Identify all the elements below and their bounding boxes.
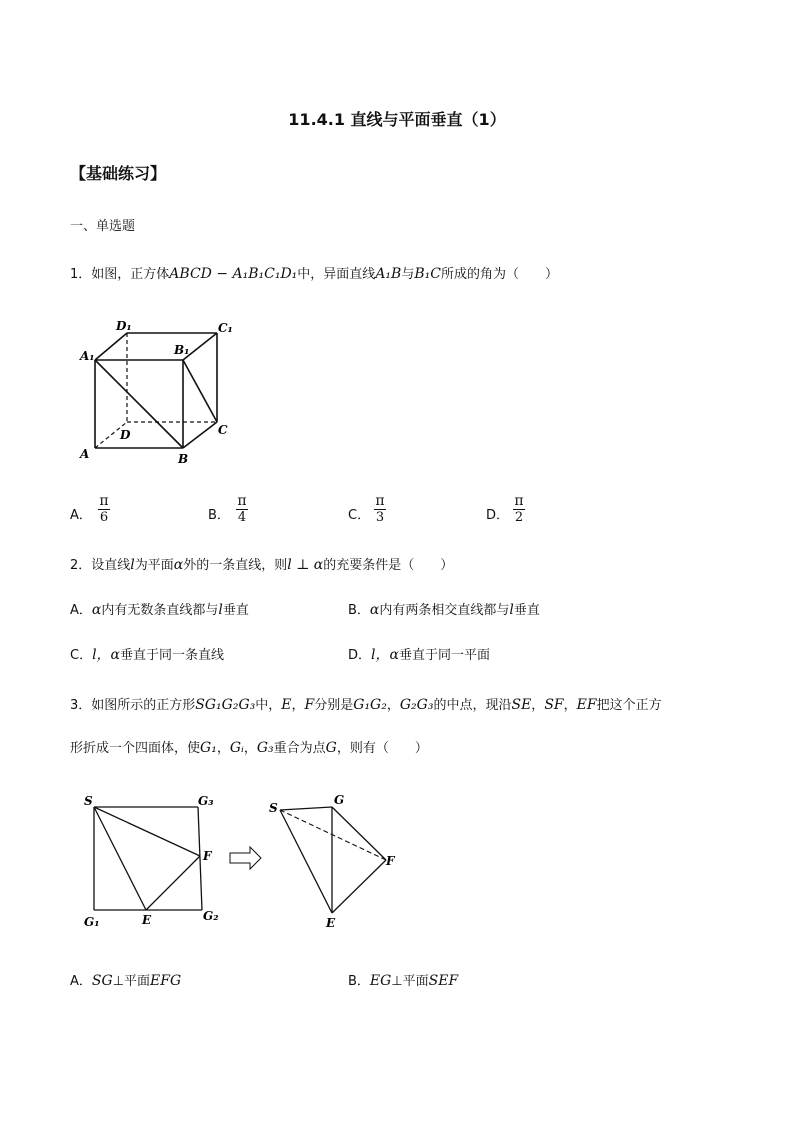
- q1-option-b-fraction: [236, 494, 248, 525]
- label-d: D: [120, 428, 131, 442]
- q1-line-a1b: A₁B: [375, 266, 402, 282]
- q1-option-a-fraction: [98, 494, 110, 525]
- q2-text-d: 的充要条件是（ ）: [323, 558, 454, 573]
- part-heading: 一、单选题: [70, 219, 136, 234]
- label-f-tetra: F: [386, 854, 395, 868]
- q1-b-num: π: [237, 493, 247, 509]
- q2-option-d: D．l，α垂直于同一平面: [348, 647, 490, 663]
- question-2-stem: [70, 554, 453, 573]
- label-s: S: [84, 794, 93, 808]
- q1-cube-name: ABCD − A₁B₁C₁D₁: [169, 266, 298, 282]
- label-a: A: [80, 447, 90, 461]
- question-3-line-2: 形折成一个四面体，使G₁，Gᵢ，G₃重合为点G，则有（ ）: [70, 740, 428, 756]
- label-g3: G₃: [198, 794, 214, 808]
- label-c: C: [218, 423, 228, 437]
- q2-text-b: 为平面: [134, 558, 174, 573]
- square-fold-figure: [70, 790, 410, 935]
- q1-option-d-label: D．: [486, 508, 510, 523]
- label-a1: A₁: [80, 349, 95, 363]
- label-f: F: [203, 849, 212, 863]
- label-b: B: [178, 452, 189, 466]
- label-c1: C₁: [218, 321, 233, 335]
- q1-c-den: 3: [375, 510, 385, 525]
- q1-option-c-label: C．: [348, 508, 371, 523]
- label-g2: G₂: [203, 909, 219, 923]
- q1-a-num: π: [99, 493, 109, 509]
- q1-option-b-label: B．: [208, 508, 230, 523]
- q3-option-b: B．EG⊥平面SEF: [348, 973, 459, 989]
- label-e: E: [142, 913, 152, 927]
- q1-b-den: 4: [237, 510, 247, 525]
- q2-l: l: [130, 557, 135, 573]
- page-title: 11.4.1 直线与平面垂直（1）: [288, 110, 506, 129]
- q2-condition: l ⊥ α: [287, 557, 324, 573]
- q2-alpha: α: [173, 557, 184, 573]
- q1-d-den: 2: [514, 510, 524, 525]
- label-d1: D₁: [116, 319, 132, 333]
- q2-text-a: 2．设直线: [70, 558, 131, 573]
- question-1-stem: [70, 263, 558, 282]
- label-g-tetra: G: [334, 793, 345, 807]
- q1-text-c: 与: [401, 267, 415, 282]
- q1-c-num: π: [375, 493, 385, 509]
- q1-option-c-fraction: [374, 494, 386, 525]
- label-b1: B₁: [174, 343, 190, 357]
- q1-option-d-fraction: [513, 494, 525, 525]
- q2-option-a: A．α内有无数条直线都与l垂直: [70, 602, 249, 618]
- label-e-tetra: E: [326, 916, 336, 930]
- q2-option-b: B．α内有两条相交直线都与l垂直: [348, 602, 540, 618]
- label-s-tetra: S: [269, 801, 278, 815]
- cube-figure: [70, 315, 250, 470]
- q1-option-a-label: A．: [70, 508, 92, 523]
- question-3-line-1: 3．如图所示的正方形SG₁G₂G₃中，E，F分别是G₁G₂，G₂G₃的中点，现沿SE，SF，EF把这个正方: [70, 697, 662, 713]
- q1-text-a: 1．如图，正方体: [70, 267, 170, 282]
- q1-line-b1c: B₁C: [414, 266, 441, 282]
- q3-option-a: A．SG⊥平面EFG: [70, 973, 182, 989]
- q1-a-den: 6: [99, 510, 109, 525]
- label-g1: G₁: [84, 915, 100, 929]
- q1-text-b: 中，异面直线: [297, 267, 376, 282]
- q1-text-d: 所成的角为（ ）: [440, 267, 558, 282]
- section-heading: 【基础练习】: [70, 164, 167, 183]
- q1-d-num: π: [514, 493, 524, 509]
- q2-text-c: 外的一条直线，则: [183, 558, 288, 573]
- q2-option-c: C．l，α垂直于同一条直线: [70, 647, 225, 663]
